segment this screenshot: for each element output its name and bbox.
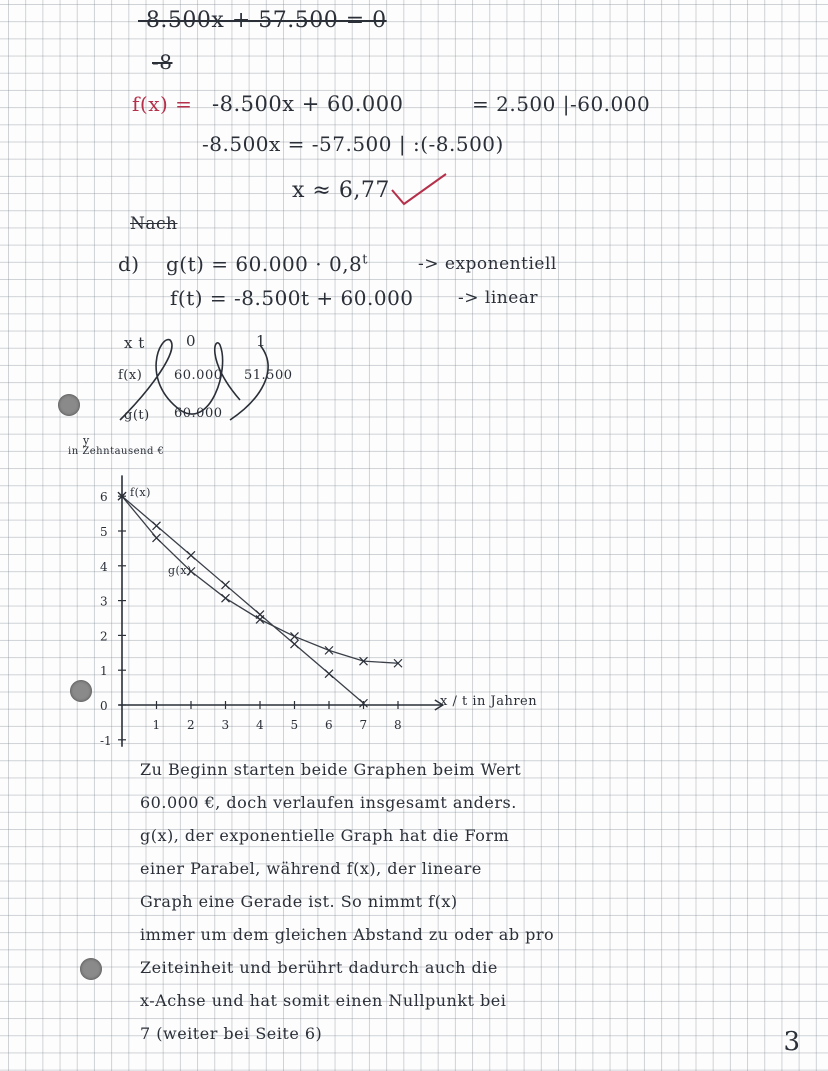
graph-series [118,492,402,707]
task-label: d) [118,252,140,276]
page-number: 3 [783,1027,800,1057]
x-axis-label: x / t in Jahren [440,694,538,709]
paragraph-line: Zu Beginn starten beide Graphen beim Wert [140,760,522,779]
g-curve [122,496,398,663]
y-axis-label: y [83,434,90,447]
graph-axes [119,475,443,746]
table-g-value-0: 60.000 [174,406,223,421]
x-tick-label: 7 [359,718,368,732]
y-tick-label: 2 [100,629,108,644]
equation-g-exponent: t [362,252,369,268]
function-name-f: f(x) = [132,92,193,116]
paragraph-line: einer Parabel, während f(x), der lineare [140,859,482,878]
f-data-point [187,551,195,559]
x-tick-label: 4 [256,718,264,732]
equation-f-linear: f(t) = -8.500t + 60.000 [170,286,414,310]
table-row-g: g(t) [124,408,150,423]
y-tick-label: 0 [100,699,108,713]
table-row-f: f(x) [118,368,143,383]
x-tick-label: 2 [187,718,195,732]
table-f-value-1: 51.500 [244,368,293,383]
equation-result: x ≈ 6,77 [292,178,390,203]
paragraph-line: 60.000 €, doch verlaufen insgesamt anders. [140,793,517,812]
f-data-point [222,581,230,589]
type-linear: -> linear [458,288,539,308]
type-exponential: -> exponentiell [418,254,557,274]
x-tick-label: 8 [394,718,402,732]
table-f-value-0: 60.000 [174,368,223,383]
g-data-point [291,632,299,640]
y-tick-label: -1 [100,733,112,748]
equation-step: -8.500x = -57.500 | :(-8.500) [202,132,504,156]
y-tick-label: 1 [100,664,108,679]
g-data-point [153,534,161,542]
table-header: x t [124,334,145,352]
g-data-point [256,615,264,623]
f-curve-label: f(x) [130,486,151,499]
y-tick-label: 4 [100,559,108,574]
x-tick-label: 1 [152,718,161,732]
f-data-point [153,522,161,530]
table-col-0: 0 [186,332,197,350]
crossed-equation: -8.500x + 57.500 = 0 [138,8,387,33]
x-tick-label: 5 [290,718,299,732]
crossed-word: Nach [130,214,178,234]
g-data-point [222,594,230,602]
paragraph-line: Zeiteinheit und berührt dadurch auch die [140,958,498,977]
f-data-point [291,640,299,648]
equation-g-text: g(t) = 60.000 · 0,8 [166,252,363,276]
paragraph-line: g(x), der exponentielle Graph hat die Form [140,826,510,845]
y-tick-label: 3 [100,594,108,609]
equation-f: -8.500x + 60.000 [212,92,404,116]
f-data-point [325,670,333,678]
equation-target: = 2.500 |-60.000 [472,92,651,116]
paragraph-line: Graph eine Gerade ist. So nimmt f(x) [140,892,458,911]
y-tick-label: 5 [100,525,108,539]
graph-ticks [100,490,402,748]
y-axis-unit: in Zehntausend € [68,446,165,457]
paragraph-line: x-Achse und hat somit einen Nullpunkt bei [140,991,507,1010]
paragraph-line: 7 (weiter bei Seite 6) [140,1024,323,1043]
x-tick-label: 3 [221,718,230,732]
paragraph-line: immer um dem gleichen Abstand zu oder ab pro [140,925,555,944]
table-col-1: 1 [256,332,267,350]
g-data-point [325,646,333,654]
x-tick-label: 6 [325,718,333,732]
y-tick-label: 6 [100,490,108,505]
g-curve-label: g(x) [168,564,192,577]
crossed-divisor: -8 [152,50,173,74]
